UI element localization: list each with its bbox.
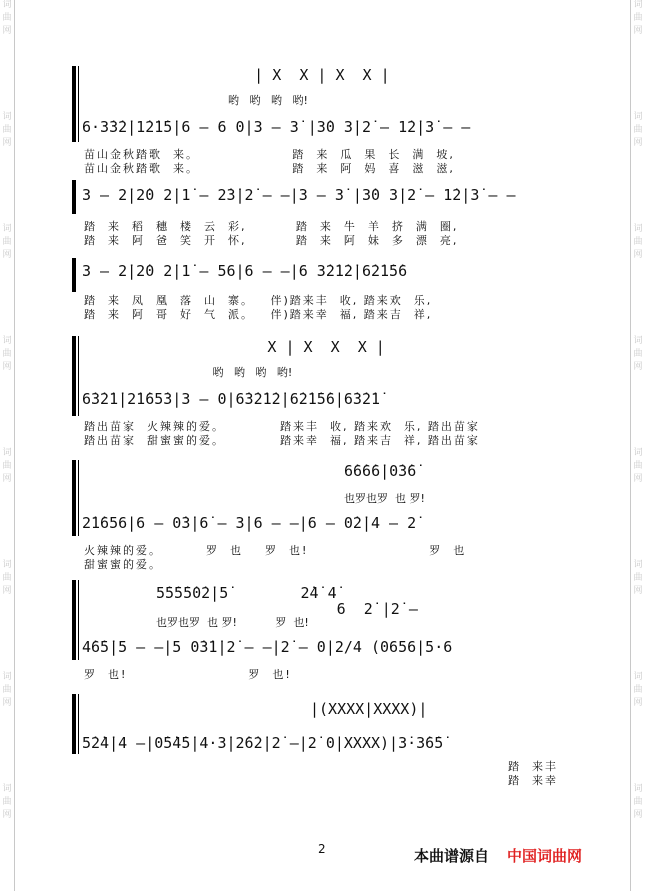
watermark-glyph: 网 (2, 138, 12, 148)
melody-notes: 5̇2̇4̇|4 —|0̇5̇4̇5̇|4·3̇|2̇6̇2̇|2̇ —|2̇ 0|XXXX)|3̇·3̇6̇5̇ (82, 734, 444, 752)
watermark-glyph: 网 (2, 698, 12, 708)
lyric-verse-1: 火辣辣的爱。 罗 也 罗 也! 罗 也 (84, 544, 467, 557)
rhythm-line: |(XXXX|XXXX)| (310, 700, 428, 718)
watermark-glyph: 曲 (2, 125, 12, 135)
watermark-glyph: 词 (2, 112, 12, 122)
harmony-notes: 5̇5̇5̇5̇0̇2̇|5̇ 2̇4̇ 4̇ (156, 584, 337, 602)
watermark-glyph: 词 (633, 448, 643, 458)
watermark-glyph: 词 (633, 560, 643, 570)
melody-notes: 6̇3̇2̇1̇|2̇1̇65̇3|3 — 0|6̇3̇2̇1̇2̇|6̇2̇1̇5̇6|6̇3̇2̇1̇ (82, 390, 381, 408)
watermark-glyph: 词 (633, 672, 643, 682)
harmony-notes: 6̇6̇6̇6̇|0̇3̇6̇ (344, 462, 417, 480)
watermark-glyph: 曲 (633, 573, 643, 583)
watermark-glyph: 网 (2, 362, 12, 372)
system-brace-line (78, 66, 79, 142)
system-brace (72, 460, 76, 536)
source-attribution (414, 845, 582, 866)
rhythm-lyric: 哟 哟 哟 哟! (200, 94, 308, 107)
melody-notes: 3 — 2̇|2̇0 2̇|1̇ — 2̇3̇|2̇ — —|3 — 3̇ |3̇0 3̇|2̇ — 1̇2̇|3̇ — — (82, 186, 516, 204)
watermark-glyph: 曲 (2, 349, 12, 359)
lyric-verse-1: 踏 来 凤 凰 落 山 寨。 伴)踏来丰 收, 踏来欢 乐, (84, 294, 433, 307)
lyric-verse-2: 踏 来 阿 爸 笑 开 怀, 踏 来 阿 妹 多 漂 亮, (84, 234, 459, 247)
system-brace (72, 336, 76, 416)
lyric-verse-2: 甜蜜蜜的爱。 (84, 558, 162, 571)
watermark-glyph: 词 (2, 672, 12, 682)
watermark-glyph: 网 (633, 138, 643, 148)
watermark-glyph: 网 (2, 474, 12, 484)
watermark-glyph: 曲 (2, 797, 12, 807)
system-brace (72, 258, 76, 292)
watermark-glyph: 词 (633, 336, 643, 346)
melody-notes: 3 — 2̇|2̇0 2̇|1̇ — 56|6 — —|6 3̇2̇1̇2̇|6̇2̇1̇5̇6 (82, 262, 408, 280)
system-brace (72, 694, 76, 754)
watermark-glyph: 曲 (633, 349, 643, 359)
watermark-glyph: 网 (2, 586, 12, 596)
watermark-glyph: 曲 (2, 237, 12, 247)
watermark-glyph: 词 (2, 784, 12, 794)
system-brace-line (78, 694, 79, 754)
watermark-glyph: 词 (633, 784, 643, 794)
watermark-glyph: 曲 (2, 13, 12, 23)
watermark-glyph: 网 (633, 698, 643, 708)
harmony-notes-lower: 6 2̇ |2̇ — (156, 600, 418, 618)
lyric-verse-2: 踏出苗家 甜蜜蜜的爱。 踏来幸 福, 踏来吉 祥, 踏出苗家 (84, 434, 480, 447)
system-brace (72, 66, 76, 142)
watermark-glyph: 网 (633, 362, 643, 372)
system-brace-line (78, 460, 79, 536)
system-brace (72, 180, 76, 214)
rhythm-lyric: 哟 哟 哟 哟! (160, 366, 293, 379)
watermark-glyph: 曲 (633, 125, 643, 135)
melody-notes: 2̇1̇656|6 — 0̇3̇|6̇ — 3̇|6 — —|6 — 0̇2̇|4 — 2̇ (82, 514, 417, 532)
watermark-glyph: 曲 (633, 13, 643, 23)
watermark-glyph: 曲 (633, 685, 643, 695)
watermark-glyph: 词 (633, 0, 643, 10)
watermark-glyph: 网 (633, 26, 643, 36)
watermark-glyph: 曲 (633, 797, 643, 807)
watermark-glyph: 曲 (633, 461, 643, 471)
watermark-glyph: 词 (2, 560, 12, 570)
watermark-glyph: 词 (2, 0, 12, 10)
watermark-glyph: 曲 (633, 237, 643, 247)
watermark-glyph: 曲 (2, 685, 12, 695)
watermark-glyph: 网 (2, 250, 12, 260)
lyric-verse-1: 罗 也! 罗 也! (84, 668, 292, 681)
lyric-verse-1: 踏出苗家 火辣辣的爱。 踏来丰 收, 踏来欢 乐, 踏出苗家 (84, 420, 480, 433)
watermark-glyph: 词 (2, 336, 12, 346)
watermark-glyph: 词 (633, 112, 643, 122)
melody-notes: 4̇6̇5̇|5 — —|5 0̇3̇1̇|2̇ — —|2̇ — 0|2/4 (0656|5·6 (82, 638, 453, 656)
lyric-verse-2: 踏 来 阿 哥 好 气 派。 伴)踏来幸 福, 踏来吉 祥, (84, 308, 433, 321)
watermark-glyph: 曲 (2, 573, 12, 583)
source-label: 本曲谱源自 (414, 847, 490, 865)
harmony-lyric: 也罗也罗 也 罗! (344, 492, 425, 505)
watermark-glyph: 词 (2, 224, 12, 234)
rhythm-line: X | X X X | (150, 338, 385, 356)
watermark-glyph: 网 (2, 26, 12, 36)
watermark-glyph: 网 (2, 810, 12, 820)
source-site: 中国词曲网 (507, 847, 583, 865)
watermark-glyph: 网 (633, 810, 643, 820)
watermark-glyph: 词 (633, 224, 643, 234)
lyric-verse-2: 苗山金秋踏歌 来。 踏 来 阿 妈 喜 滋 滋, (84, 162, 455, 175)
lyric-verse-1: 踏 来丰 (508, 760, 558, 773)
watermark-glyph: 网 (633, 474, 643, 484)
system-brace-line (78, 336, 79, 416)
watermark-glyph: 网 (633, 250, 643, 260)
system-brace-line (78, 580, 79, 660)
rhythm-line: | X X | X X | (200, 66, 390, 84)
watermark-glyph: 网 (633, 586, 643, 596)
melody-notes: 6·3̇3̇2̇|1̇2̇1̇5̇|6 — 6 0|3 — 3̇ |3̇0 3̇|2̇ — 1̇2̇|3̇ — — (82, 118, 471, 136)
system-brace (72, 580, 76, 660)
watermark-glyph: 曲 (2, 461, 12, 471)
page-number: 2 (318, 842, 326, 856)
watermark-glyph: 词 (2, 448, 12, 458)
lyric-verse-2: 踏 来幸 (508, 774, 558, 787)
lyric-verse-1: 苗山金秋踏歌 来。 踏 来 瓜 果 长 满 坡, (84, 148, 455, 161)
lyric-verse-1: 踏 来 稻 穗 楼 云 彩, 踏 来 牛 羊 挤 满 圈, (84, 220, 459, 233)
harmony-lyric: 也罗也罗 也 罗! 罗 也! (156, 616, 309, 629)
